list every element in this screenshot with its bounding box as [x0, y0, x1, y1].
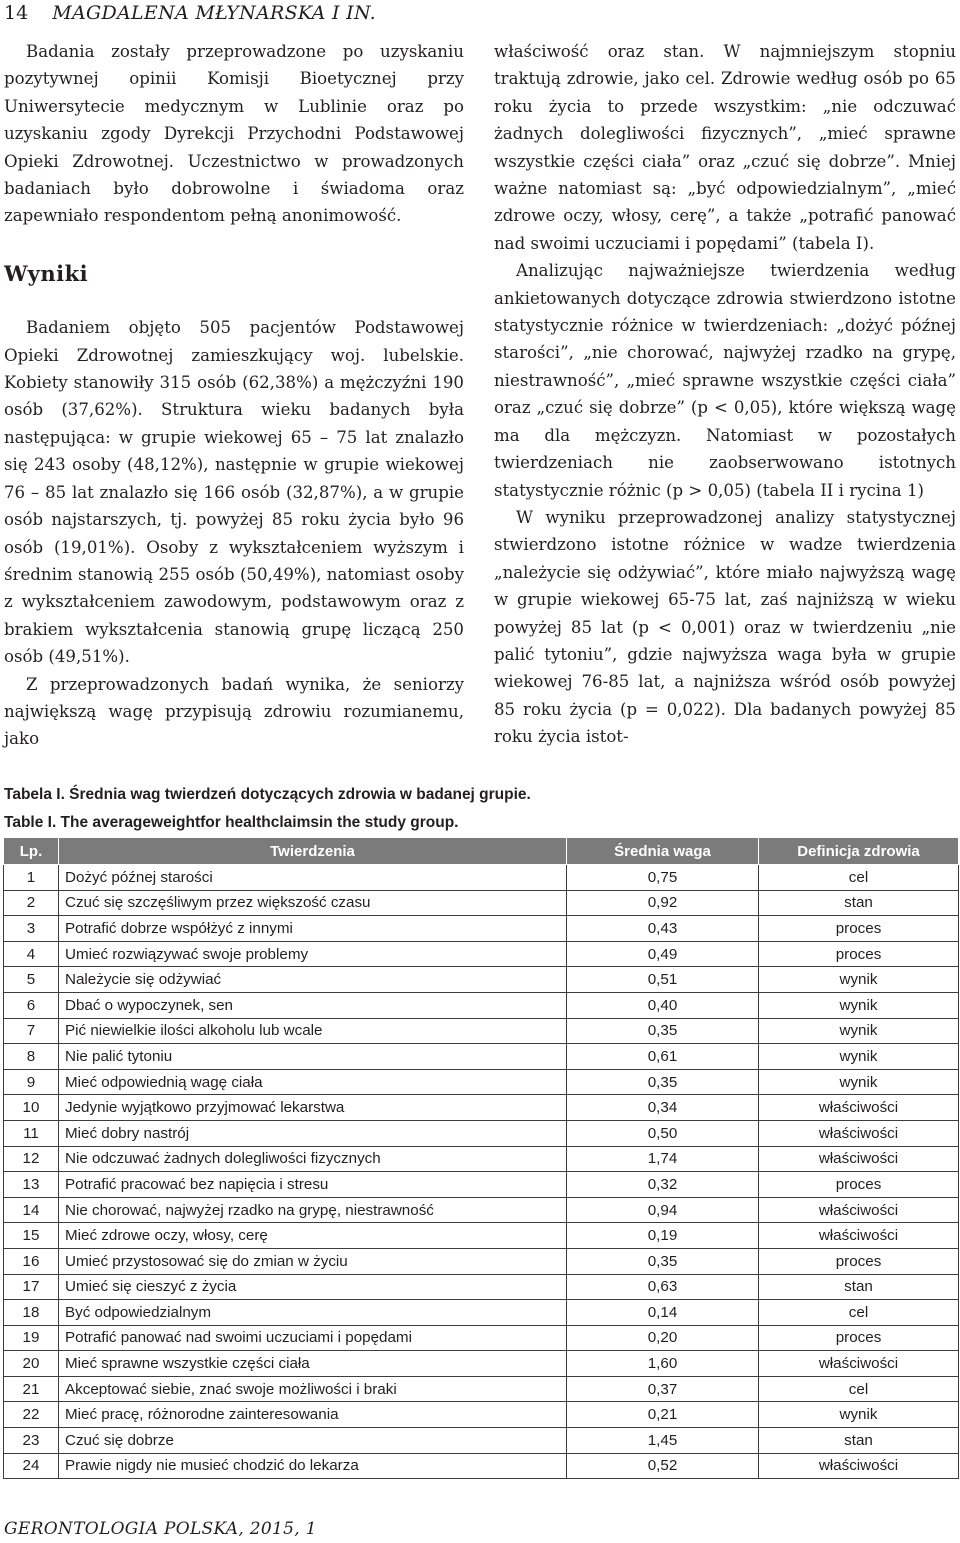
cell-number: 7 [4, 1018, 59, 1044]
cell-definition: proces [759, 1172, 959, 1198]
cell-mean-weight: 0,35 [567, 1018, 759, 1044]
cell-number: 24 [4, 1453, 59, 1479]
cell-definition: proces [759, 1248, 959, 1274]
table-row [4, 1172, 959, 1198]
cell-definition: proces [759, 1325, 959, 1351]
cell-number: 22 [4, 1402, 59, 1428]
cell-statement: Dożyć późnej starości [59, 865, 567, 891]
cell-statement: Potrafić pracować bez napięcia i stresu [59, 1172, 567, 1198]
left-column [4, 38, 464, 753]
table-row [4, 941, 959, 967]
table-row [4, 1223, 959, 1249]
table-header-row [4, 838, 959, 865]
cell-statement: Potrafić dobrze współżyć z innymi [59, 916, 567, 942]
table-row [4, 916, 959, 942]
cell-definition: proces [759, 916, 959, 942]
column-header-health-definition: Definicja zdrowia [759, 838, 959, 865]
right-paragraph-3: W wyniku przeprowadzonej analizy statystycznej stwierdzono istotne różnice w wadze twierdzenia „należycie się odżywiać”, które miało najwyższą wagę w grupie wiekowej 65-75 lat, zaś najniższą w wieku powyżej 85 lat (p < 0,001) oraz w twierdzeniu „nie palić tytoniu”, gdzie najwyższa waga była w grupie wiekowej 76-85 lat, a najniższa wśród osób powyżej 85 roku życia (p = 0,022). Dla badanych powyżej 85 roku życia istot- [494, 507, 956, 747]
cell-statement: Mieć sprawne wszystkie części ciała [59, 1351, 567, 1377]
cell-definition: właściwości [759, 1453, 959, 1479]
cell-number: 14 [4, 1197, 59, 1223]
cell-definition: stan [759, 1274, 959, 1300]
running-head-authors: MAGDALENA MŁYNARSKA I IN. [52, 2, 377, 24]
table-row [4, 1120, 959, 1146]
section-title-results: Wyniki [4, 260, 89, 286]
cell-definition: właściwości [759, 1223, 959, 1249]
column-header-statements: Twierdzenia [59, 838, 567, 865]
column-header-mean-weight: Średnia waga [567, 838, 759, 865]
cell-statement: Mieć pracę, różnorodne zainteresowania [59, 1402, 567, 1428]
cell-mean-weight: 0,32 [567, 1172, 759, 1198]
cell-mean-weight: 0,49 [567, 941, 759, 967]
cell-number: 8 [4, 1044, 59, 1070]
cell-mean-weight: 0,19 [567, 1223, 759, 1249]
cell-number: 21 [4, 1376, 59, 1402]
running-head [4, 2, 376, 24]
cell-mean-weight: 0,20 [567, 1325, 759, 1351]
cell-number: 18 [4, 1300, 59, 1326]
cell-number: 2 [4, 890, 59, 916]
table-row [4, 992, 959, 1018]
cell-mean-weight: 0,37 [567, 1376, 759, 1402]
cell-mean-weight: 0,94 [567, 1197, 759, 1223]
cell-definition: cel [759, 1300, 959, 1326]
cell-mean-weight: 1,45 [567, 1428, 759, 1454]
cell-number: 6 [4, 992, 59, 1018]
table-row [4, 1197, 959, 1223]
cell-mean-weight: 0,35 [567, 1069, 759, 1095]
cell-definition: stan [759, 1428, 959, 1454]
cell-statement: Prawie nigdy nie musieć chodzić do lekarza [59, 1453, 567, 1479]
table-row [4, 1248, 959, 1274]
table-caption-english: Table I. The averageweightfor healthclaimsin the study group. [4, 814, 459, 831]
table-row [4, 1044, 959, 1070]
cell-mean-weight: 0,34 [567, 1095, 759, 1121]
table-row [4, 1376, 959, 1402]
journal-footer: GERONTOLOGIA POLSKA, 2015, 1 [4, 1519, 317, 1539]
cell-number: 15 [4, 1223, 59, 1249]
right-paragraph-2: Analizując najważniejsze twierdzenia według ankietowanych dotyczące zdrowia stwierdzono istotne statystycznie różnice w twierdzeniach: „dożyć późnej starości”, „nie chorować, najwyżej rzadko na grypę, niestrawność”, „mieć sprawne wszystkie części ciała” oraz „czuć się dobrze” (p < 0,05), które większą wagę ma dla mężczyzn. Natomiast w pozostałych twierdzeniach nie zaobserwowano istotnych statystycznie różnic (p > 0,05) (tabela II i rycina 1) [494, 261, 956, 500]
cell-statement: Nie palić tytoniu [59, 1044, 567, 1070]
cell-number: 9 [4, 1069, 59, 1095]
cell-definition: wynik [759, 1402, 959, 1428]
cell-statement: Pić niewielkie ilości alkoholu lub wcale [59, 1018, 567, 1044]
cell-number: 4 [4, 941, 59, 967]
cell-statement: Nie chorować, najwyżej rzadko na grypę, niestrawność [59, 1197, 567, 1223]
cell-mean-weight: 0,40 [567, 992, 759, 1018]
cell-number: 20 [4, 1351, 59, 1377]
cell-definition: proces [759, 941, 959, 967]
cell-number: 10 [4, 1095, 59, 1121]
cell-statement: Mieć zdrowe oczy, włosy, cerę [59, 1223, 567, 1249]
table-row [4, 1274, 959, 1300]
cell-number: 13 [4, 1172, 59, 1198]
cell-number: 16 [4, 1248, 59, 1274]
table-row [4, 967, 959, 993]
cell-definition: właściwości [759, 1197, 959, 1223]
table-row [4, 1069, 959, 1095]
cell-statement: Czuć się dobrze [59, 1428, 567, 1454]
table-row [4, 1325, 959, 1351]
cell-definition: wynik [759, 992, 959, 1018]
cell-mean-weight: 1,60 [567, 1351, 759, 1377]
cell-statement: Mieć odpowiednią wagę ciała [59, 1069, 567, 1095]
cell-number: 19 [4, 1325, 59, 1351]
column-header-lp: Lp. [4, 838, 59, 865]
cell-statement: Umieć rozwiązywać swoje problemy [59, 941, 567, 967]
cell-number: 12 [4, 1146, 59, 1172]
table-row [4, 1300, 959, 1326]
cell-definition: cel [759, 1376, 959, 1402]
cell-statement: Mieć dobry nastrój [59, 1120, 567, 1146]
cell-mean-weight: 0,92 [567, 890, 759, 916]
cell-mean-weight: 0,35 [567, 1248, 759, 1274]
cell-definition: stan [759, 890, 959, 916]
cell-number: 11 [4, 1120, 59, 1146]
cell-mean-weight: 0,63 [567, 1274, 759, 1300]
cell-definition: wynik [759, 1044, 959, 1070]
cell-statement: Umieć przystosować się do zmian w życiu [59, 1248, 567, 1274]
cell-number: 23 [4, 1428, 59, 1454]
left-paragraph-1: Badania zostały przeprowadzone po uzyskaniu pozytywnej opinii Komisji Bioetycznej przy Uniwersytecie medycznym w Lublinie oraz po uzyskaniu zgody Dyrekcji Przychodni Podstawowej Opieki Zdrowotnej. Uczestnictwo w prowadzonych badaniach było dobrowolne i świadoma oraz zapewniało respondentom pełną anonimowość. [4, 42, 464, 226]
cell-statement: Jedynie wyjątkowo przyjmować lekarstwa [59, 1095, 567, 1121]
cell-statement: Umieć się cieszyć z życia [59, 1274, 567, 1300]
cell-mean-weight: 0,75 [567, 865, 759, 891]
table-row [4, 1351, 959, 1377]
table-row [4, 1402, 959, 1428]
cell-statement: Potrafić panować nad swoimi uczuciami i popędami [59, 1325, 567, 1351]
cell-definition: właściwości [759, 1095, 959, 1121]
cell-number: 3 [4, 916, 59, 942]
cell-statement: Czuć się szczęśliwym przez większość czasu [59, 890, 567, 916]
cell-statement: Dbać o wypoczynek, sen [59, 992, 567, 1018]
cell-mean-weight: 0,14 [567, 1300, 759, 1326]
table-row [4, 1018, 959, 1044]
table-row [4, 1095, 959, 1121]
cell-definition: wynik [759, 967, 959, 993]
cell-definition: cel [759, 865, 959, 891]
cell-mean-weight: 0,61 [567, 1044, 759, 1070]
cell-definition: wynik [759, 1069, 959, 1095]
cell-mean-weight: 0,51 [567, 967, 759, 993]
table-row [4, 1428, 959, 1454]
table-row [4, 1453, 959, 1479]
cell-mean-weight: 0,21 [567, 1402, 759, 1428]
cell-statement: Być odpowiedzialnym [59, 1300, 567, 1326]
health-claims-table [3, 837, 959, 1479]
cell-definition: właściwości [759, 1146, 959, 1172]
cell-statement: Akceptować siebie, znać swoje możliwości i braki [59, 1376, 567, 1402]
right-paragraph-1: właściwość oraz stan. W najmniejszym stopniu traktują zdrowie, jako cel. Zdrowie według osób po 65 roku życia to przede wszystkim: „nie odczuwać żadnych dolegliwości fizycznych”, „mieć sprawne wszystkie części ciała” oraz „czuć się dobrze”. Mniej ważne natomiast są: „być odpowiedzialnym”, „mieć zdrowe oczy, włosy, cerę”, a także „potrafić panować nad swoimi uczuciami i popędami” (tabela I). [494, 42, 956, 253]
table-row [4, 1146, 959, 1172]
cell-mean-weight: 0,50 [567, 1120, 759, 1146]
cell-definition: wynik [759, 1018, 959, 1044]
right-column [494, 38, 956, 751]
left-paragraph-3: Z przeprowadzonych badań wynika, że seniorzy największą wagę przypisują zdrowiu rozumianemu, jako [4, 674, 464, 749]
cell-number: 5 [4, 967, 59, 993]
table-row [4, 890, 959, 916]
table-row [4, 865, 959, 891]
left-paragraph-2: Badaniem objęto 505 pacjentów Podstawowej Opieki Zdrowotnej zamieszkujący woj. lubelskie. Kobiety stanowiły 315 osób (62,38%) a mężczyźni 190 osób (37,62%). Struktura wieku badanych była następująca: w grupie wiekowej 65 – 75 lat znalazło się 243 osoby (48,12%), następnie w grupie wiekowej 76 – 85 lat znalazło się 166 osób (32,87%), a w grupie osób najstarszych, tj. powyżej 85 roku życia było 96 osób (19,01%). Osoby z wykształceniem wyższym i średnim stanowią 255 osób (50,49%), natomiast osoby z wykształceniem zawodowym, podstawowym oraz z brakiem wykształcenia stanowią grupę liczącą 250 osób (49,51%). [4, 318, 464, 667]
cell-definition: właściwości [759, 1120, 959, 1146]
table-caption-polish: Tabela I. Średnia wag twierdzeń dotyczących zdrowia w badanej grupie. [4, 786, 531, 803]
cell-mean-weight: 0,43 [567, 916, 759, 942]
page-number: 14 [4, 2, 29, 24]
cell-mean-weight: 1,74 [567, 1146, 759, 1172]
cell-number: 1 [4, 865, 59, 891]
cell-statement: Należycie się odżywiać [59, 967, 567, 993]
cell-mean-weight: 0,52 [567, 1453, 759, 1479]
cell-definition: właściwości [759, 1351, 959, 1377]
cell-statement: Nie odczuwać żadnych dolegliwości fizycznych [59, 1146, 567, 1172]
cell-number: 17 [4, 1274, 59, 1300]
